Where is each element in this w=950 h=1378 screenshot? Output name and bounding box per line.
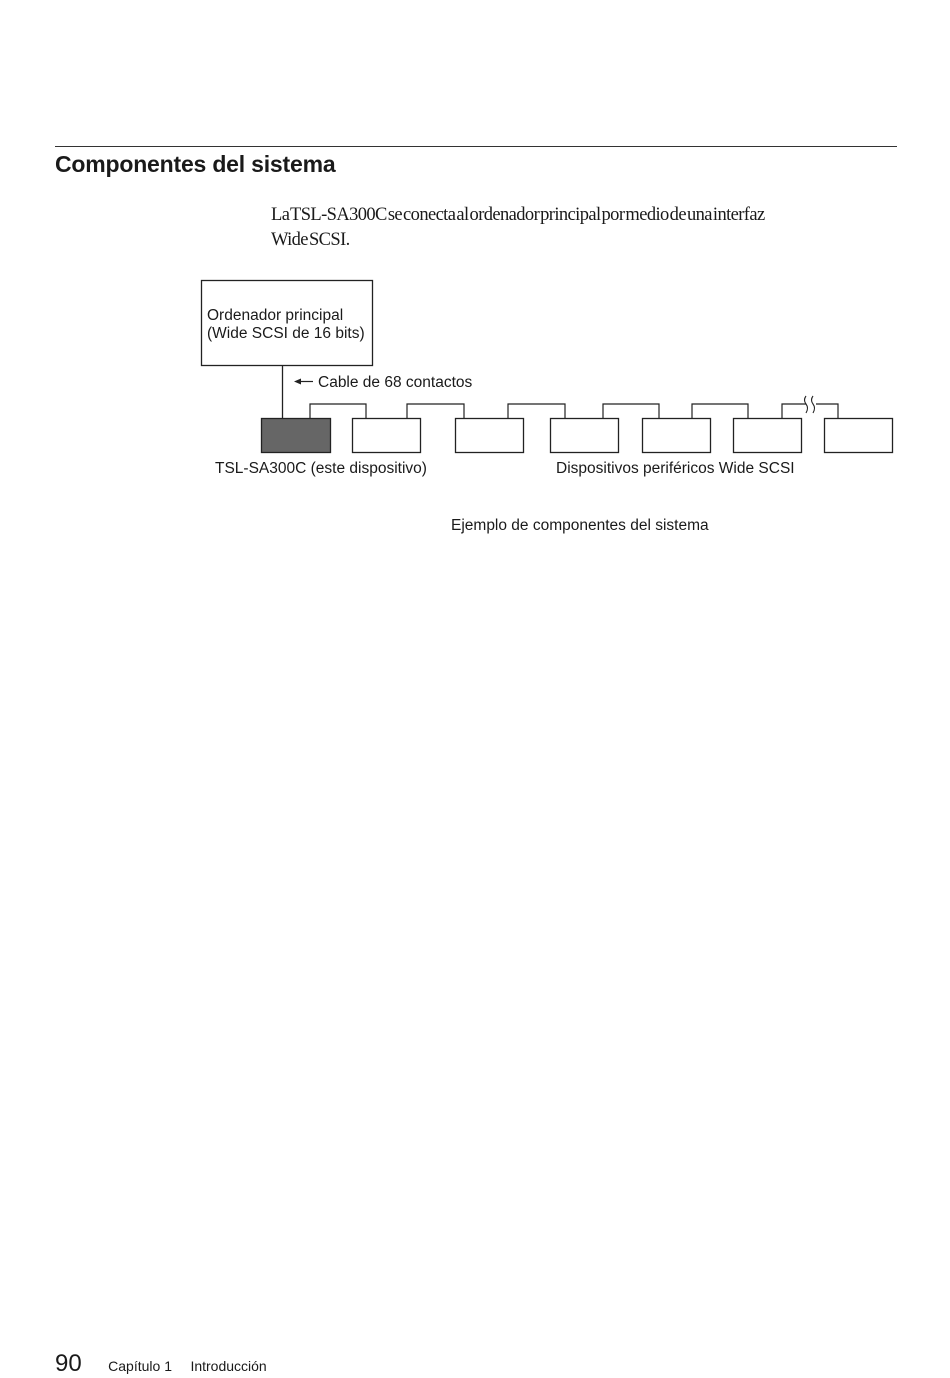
cable-break-icon (805, 396, 815, 413)
host-computer-label-line1: Ordenador principal (207, 307, 344, 324)
cable-arrow (294, 379, 313, 385)
chapter-name: Introducción (190, 1358, 267, 1374)
figure-caption: Ejemplo de componentes del sistema (451, 517, 709, 534)
section-title: Componentes del sistema (55, 151, 336, 177)
system-components-diagram (0, 0, 950, 560)
peripheral-devices (353, 419, 893, 453)
device-label: TSL-SA300C (este dispositivo) (215, 460, 427, 477)
peripheral-device-box (734, 419, 802, 453)
daisy-chain-cables (310, 404, 838, 418)
peripherals-label: Dispositivos periféricos Wide SCSI (556, 460, 795, 477)
peripheral-device-box (825, 419, 893, 453)
page-number: 90 (55, 1350, 82, 1377)
chapter-label: Capítulo 1 (108, 1358, 172, 1374)
tsl-sa300c-device (262, 419, 331, 453)
peripheral-device-box (353, 419, 421, 453)
page-footer (55, 1350, 267, 1378)
peripheral-device-box (643, 419, 711, 453)
host-computer-label-line2: (Wide SCSI de 16 bits) (207, 325, 365, 342)
cable-label: Cable de 68 contactos (318, 374, 473, 391)
intro-line: Wide SCSI. (271, 230, 350, 250)
peripheral-device-box (456, 419, 524, 453)
intro-line: La TSL-SA300C se conecta al ordenador principal por medio de una interfaz (271, 205, 765, 225)
peripheral-device-box (551, 419, 619, 453)
